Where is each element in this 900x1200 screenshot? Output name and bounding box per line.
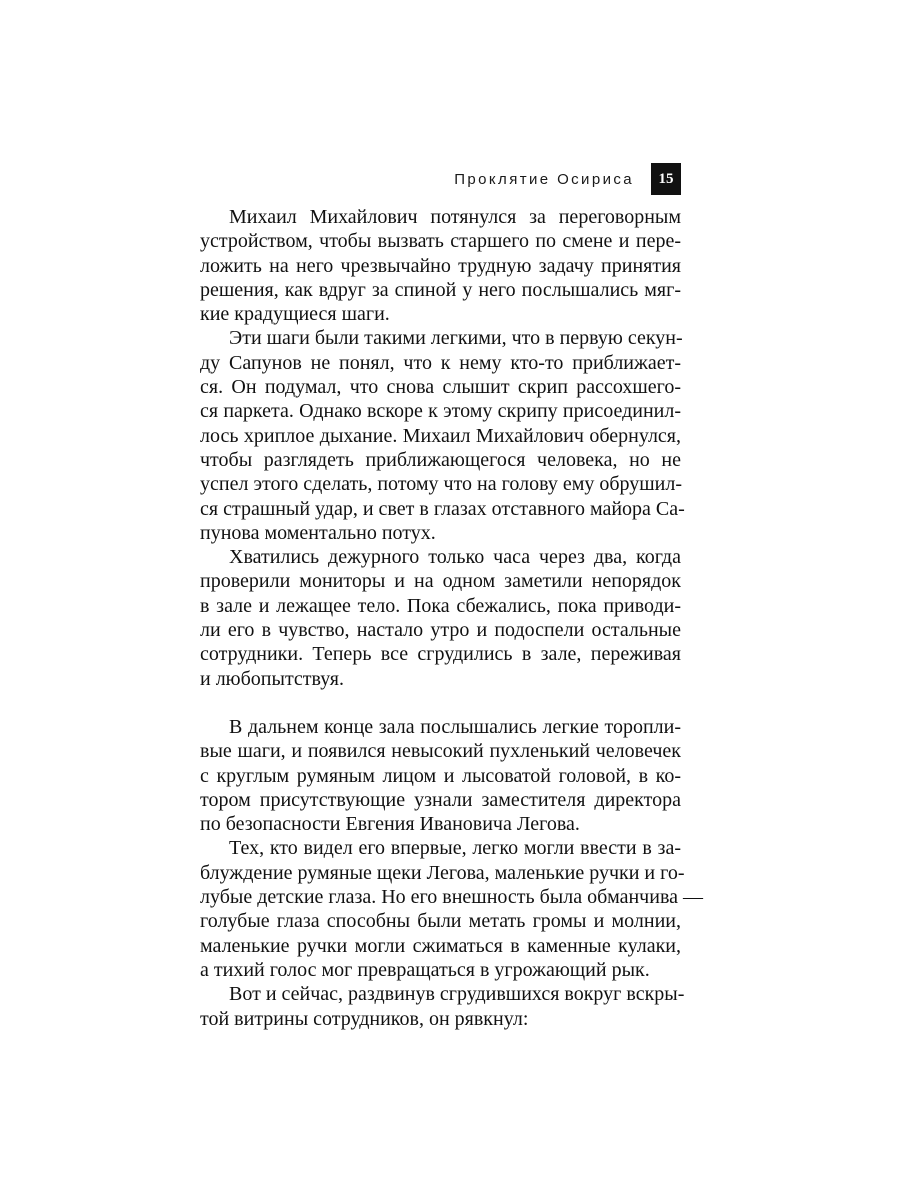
text-line: и любопытствуя.	[200, 667, 345, 690]
text-line: ли его в чувство, настало утро и подоспели остальные	[200, 619, 681, 642]
text-line: лубые детские глаза. Но его внешность была обманчива —	[200, 886, 703, 909]
text-line: маленькие ручки могли сжиматься в каменные кулаки,	[200, 934, 681, 957]
text-line: тором присутствующие узнали заместителя директора	[200, 788, 681, 811]
text-line: устройством, чтобы вызвать старшего по смене и пере-	[200, 230, 681, 253]
text-line: кие крадущиеся шаги.	[200, 303, 390, 326]
paragraph-1	[200, 205, 681, 326]
text-line: чтобы разглядеть приближающегося человека, но не	[200, 448, 681, 471]
paragraph-5	[200, 836, 703, 982]
text-line: вые шаги, и появился невысокий пухленький человечек	[200, 740, 681, 763]
page-number: 15	[651, 163, 681, 195]
paragraph-4	[200, 715, 681, 836]
text-line: Вот и сейчас, раздвинув сгрудившихся вокруг вскры-	[229, 983, 685, 1006]
text-line: а тихий голос мог превращаться в угрожающий рык.	[200, 958, 650, 981]
text-line: по безопасности Евгения Ивановича Легова.	[200, 813, 580, 836]
text-line: Эти шаги были такими легкими, что в первую секун-	[229, 327, 683, 350]
paragraph-2	[200, 326, 685, 545]
text-line: сотрудники. Теперь все сгрудились в зале, переживая	[200, 643, 681, 666]
text-line: пунова моментально потух.	[200, 521, 436, 544]
running-header	[200, 163, 681, 195]
text-line: В дальнем конце зала послышались легкие торопли-	[229, 715, 681, 738]
text-line: в зале и лежащее тело. Пока сбежались, пока приводи-	[200, 594, 681, 617]
text-line: ся страшный удар, и свет в глазах отставного майора Са-	[200, 497, 685, 520]
text-line: успел этого сделать, потому что на голову ему обрушил-	[200, 473, 683, 496]
text-line: ся паркета. Однако вскоре к этому скрипу присоединил-	[200, 400, 681, 423]
text-line: ложить на него чрезвычайно трудную задачу принятия	[200, 254, 681, 277]
text-line: ся. Он подумал, что снова слышит скрип рассохшего-	[200, 376, 681, 399]
paragraph-6	[200, 982, 685, 1031]
paragraph-3	[200, 545, 681, 691]
text-line: Тех, кто видел его впервые, легко могли ввести в за-	[229, 837, 681, 860]
body-text	[200, 205, 703, 1031]
text-line: Хватились дежурного только часа через два, когда	[229, 546, 681, 569]
text-line: ду Сапунов не понял, что к нему кто-то приближает-	[200, 351, 681, 374]
text-line: той витрины сотрудников, он рявкнул:	[200, 1007, 529, 1030]
running-title: Проклятие Осириса	[454, 171, 634, 188]
text-line: проверили мониторы и на одном заметили непорядок	[200, 570, 681, 593]
text-line: блуждение румяные щеки Легова, маленькие ручки и го-	[200, 861, 685, 884]
text-line: Михаил Михайлович потянулся за переговорным	[229, 206, 681, 228]
text-line: голубые глаза способны были метать громы и молнии,	[200, 910, 681, 933]
text-line: с круглым румяным лицом и лысоватой головой, в ко-	[200, 764, 681, 787]
text-line: решения, как вдруг за спиной у него послышались мяг-	[200, 278, 681, 301]
scene-break	[200, 691, 681, 715]
text-line: лось хриплое дыхание. Михаил Михайлович обернулся,	[200, 424, 681, 447]
